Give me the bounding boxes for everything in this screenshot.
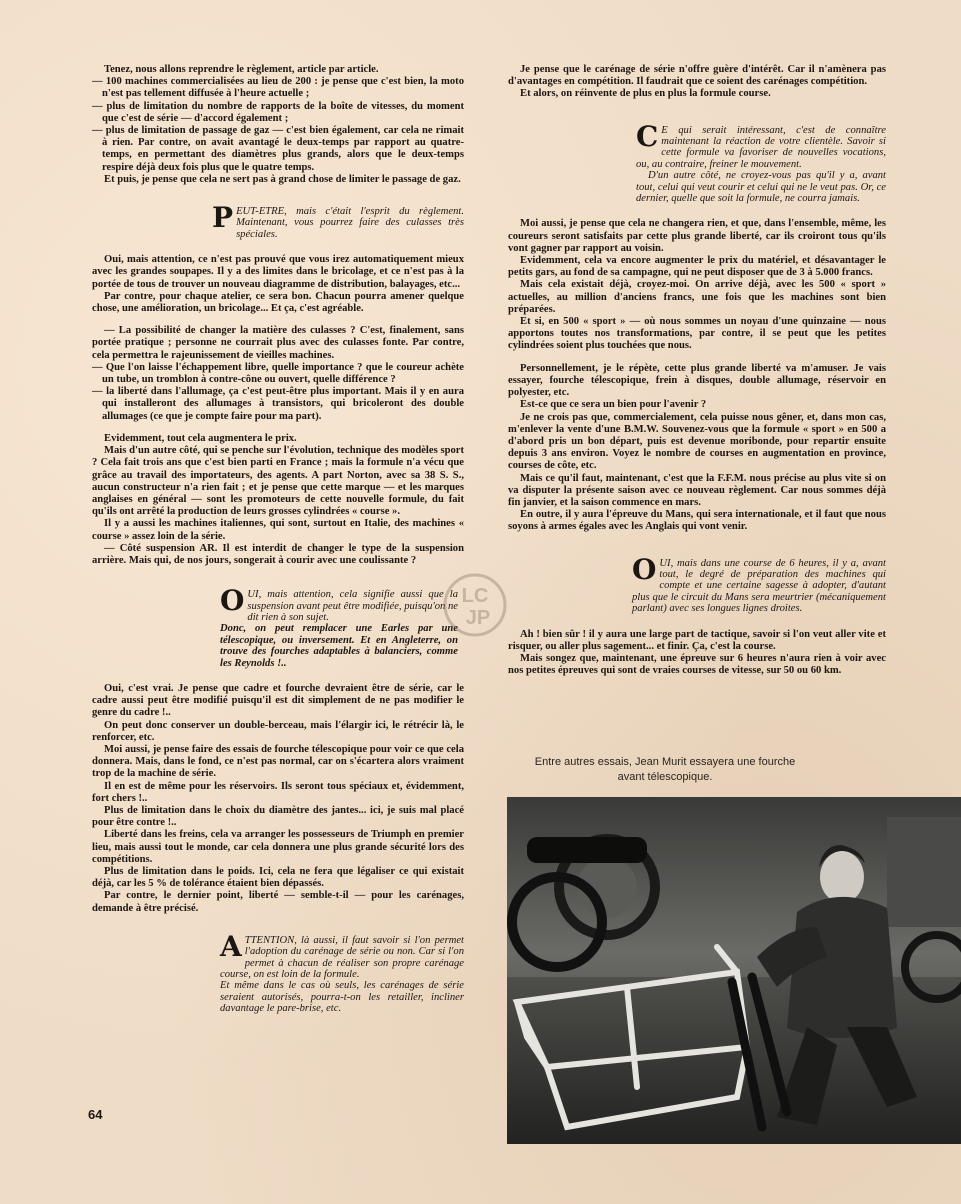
paragraph: Moi aussi, je pense que cela ne changera rien, et que, dans l'ensemble, même, les coureurs seront satisfaits par cette plus grande liberté, car ils croiront tous qu'ils vont gagner par rapport au voisin. (508, 218, 886, 254)
question-text: EUT-ETRE, mais c'était l'esprit du règlement. Maintenant, vous pourrez faire des culasses très spéciales. (236, 206, 464, 240)
right-column (508, 64, 886, 677)
paragraph: Evidemment, cela va encore augmenter le prix du matériel, et désavantager le petits gars, au fond de sa campagne, qui ne peut disposer que de 3 à 5.000 francs. (508, 255, 886, 279)
paragraph: Plus de limitation dans le choix du diamètre des jantes... ici, je suis mal placé pour être contre !.. (92, 805, 464, 829)
interview-question (220, 584, 458, 669)
page-number: 64 (88, 1107, 103, 1122)
paragraph: Ah ! bien sûr ! il y aura une large part de tactique, savoir si l'on veut aller vite et risquer, ou aller plus sagement... et finir. Ça, c'est la course. (508, 628, 886, 652)
question-text: Donc, on peut remplacer une Earles par une télescopique, ou inversement. Et en Angleterre, on trouve des fourches adaptables à balanciers, comme les Reynolds !.. (220, 623, 458, 669)
paragraph: Mais cela existait déjà, croyez-moi. On arrive déjà, avec les 500 « sport » actuelles, au million d'anciens francs, une fois que les machines sont bien préparées. (508, 279, 886, 315)
paragraph: Je pense que le carénage de série n'offre guère d'intérêt. Car il n'amènera pas d'avantages en compétition. Il faudrait que ce soient des carénages compétition. (508, 64, 886, 88)
svg-text:JP: JP (465, 607, 491, 629)
interview-question (212, 201, 464, 240)
paragraph: Evidemment, tout cela augmentera le prix. (104, 432, 297, 444)
paragraph: Moi aussi, je pense faire des essais de fourche télescopique pour voir ce que cela donnera. Mais, dans le fond, ce n'est pas normal, car on s'écartera alors vraiment trop de la machine de série. (92, 743, 464, 780)
drop-cap: P (212, 201, 234, 235)
interview-question (636, 119, 886, 205)
paragraph: Mais ce qu'il faut, maintenant, c'est que la F.F.M. nous précise au plus vite si on va disputer la présente saison avec ce nouveau règlement. Car nous sommes déjà fin janvier, et la saison commence en mars. (508, 472, 886, 508)
paragraph: Est-ce que ce sera un bien pour l'avenir ? (520, 399, 707, 411)
interview-question (632, 552, 886, 615)
paragraph: — La possibilité de changer la matière des culasses ? C'est, finalement, sans portée pratique ; personne ne courrait plus avec des culasses fonte. Par contre, cela permettra le rajeunissement de vieilles machines. (92, 325, 464, 361)
paragraph: — plus de limitation de passage de gaz — c'est bien également, car cela ne rimait à rien. Par contre, on avait avantagé le deux-temps par rapport au quatre-temps, en permettant des diamètres plus grands, alors que le deux-temps respire déjà deux fois plus que le quatre temps. (92, 125, 464, 173)
question-text: D'un autre côté, ne croyez-vous pas qu'il y a, avant tout, celui qui veut courir et celui qui ne le veut pas. Or, ce dernier, quelle que soit la formule, ne courra jamais. (636, 170, 886, 205)
paragraph: Par contre, le dernier point, liberté — semble-t-il — pour les carénages, demande à être précisé. (92, 890, 464, 914)
paragraph: Plus de limitation dans le poids. Ici, cela ne fera que légaliser ce qui existait déjà, car les 5 % de tolérance étaient bien dépassés. (92, 866, 464, 890)
paragraph: Mais songez que, maintenant, une épreuve sur 6 heures n'aura rien à voir avec nos petites épreuves qui sont de vraies courses de vitesse, sur 50 ou 60 km. (508, 652, 886, 677)
left-column (92, 64, 464, 1029)
drop-cap: O (220, 584, 245, 618)
rider-with-frame-photo (507, 797, 961, 1144)
paragraph: Et alors, on réinvente de plus en plus la formule course. (520, 88, 771, 100)
rider-jacket (787, 897, 897, 1038)
drop-cap: C (636, 119, 659, 153)
watermark-logo (430, 570, 520, 640)
paragraph: Mais d'un autre côté, qui se penche sur l'évolution, technique des modèles sport ? Cela fait trois ans que c'est bien parti en France ; mais la formule n'a vécu que grâce au travail des importateurs, des agents. A part Norton, avec sa 38 S. S., aucun constructeur n'a rien fait ; et je pense que cette marque — et les marques anglaises en général — sont les promoteurs de cette nouvelle formule, du fait qu'ils ont arrêté la production de leurs grosses cylindrées « course ». (92, 445, 464, 518)
paragraph: Oui, c'est vrai. Je pense que cadre et fourche devraient être de série, car le cadre aussi peut être modifié puisqu'il est dit simplement de ne pas modifier le genre du cadre !.. (92, 682, 464, 719)
paragraph: Tenez, nous allons reprendre le règlement, article par article. (104, 64, 379, 75)
rider-head (820, 851, 864, 903)
paragraph: — Côté suspension AR. Il est interdit de changer le type de la suspension arrière. Mais qui, de nos jours, songerait à courir avec une coulissante ? (92, 542, 464, 566)
interview-question (220, 929, 464, 1015)
paragraph: Il y a aussi les machines italiennes, qui sont, surtout en Italie, des machines « course » assez loin de la série. (92, 518, 464, 542)
paragraph: — 100 machines commercialisées au lieu de 200 : je pense que c'est bien, la moto n'est pas tellement diffusée à l'heure actuelle ; (92, 76, 464, 100)
paragraph: — Que l'on laisse l'échappement libre, quelle importance ? que le coureur achète un tube, un tromblon à contre-cône ou ouvert, quelle différence ? (92, 361, 464, 386)
paragraph: Il en est de même pour les réservoirs. Ils seront tous spéciaux et, évidemment, fort chers !.. (92, 780, 464, 804)
paragraph: Par contre, pour chaque atelier, ce sera bon. Chacun pourra amener quelque chose, une amélioration, un bricolage... Et ça, c'est agréable. (92, 290, 464, 315)
question-text: E qui serait intéressant, c'est de connaître maintenant la réaction de votre clientèle. Savoir si cette formule va favoriser de nouvelles vocations, ou, au contraire, freiner le mouvement. (636, 124, 886, 170)
paragraph: — la liberté dans l'allumage, ça c'est peut-être plus important. Mais il y en aura qui installeront des allumages à transistors, qui bricoleront des double allumages (ce que je compte faire pour ma part). (92, 386, 464, 422)
paragraph: Oui, mais attention, ce n'est pas prouvé que vous irez automatiquement mieux avec les grandes soupapes. Il y a des limites dans le bricolage, et ce n'est pas à la portée de tous de trouver un nouveau diagramme de distribution, balayages, etc... (92, 254, 464, 290)
question-text: TTENTION, là aussi, il faut savoir si l'on permet l'adoption du carénage de série ou non. Car si l'on permet à chacun de réaliser son propre carénage course, on est loin de la formule. (220, 934, 464, 981)
paragraph: Liberté dans les freins, cela va arranger les possesseurs de Triumph en premier lieu, mais aussi tout le monde, car cela donnera une plus grande sécurité lors des compétitions. (92, 829, 464, 865)
paragraph: — plus de limitation du nombre de rapports de la boîte de vitesses, du moment que c'est de série — d'accord également ; (92, 100, 464, 124)
paragraph: Et si, en 500 « sport » — où nous sommes un noyau d'une quinzaine — nous apportons toutes nos transformations, par contre, il se peut que les petites cylindrées soient plus touchées que nous. (508, 316, 886, 352)
question-text: UI, mais attention, cela signifie aussi que la suspension avant peut être modifiée, puisqu'on ne dit rien à son sujet. (247, 589, 458, 623)
paragraph: Je ne crois pas que, commercialement, cela puisse nous gêner, et, dans mon cas, m'enlever la vente d'une B.M.W. Souvenez-vous que la formule « sport » en 500 a d'abord pris un bon départ, puis est devenue moribonde, pour repartir ensuite depuis 3 ans environ. Voyez le nombre de courses en augmentation en province, courses de côte, etc. (508, 411, 886, 472)
paragraph: Personnellement, je le répète, cette plus grande liberté va m'amuser. Je vais essayer, fourche télescopique, frein à disques, double allumage, réservoir en polyester, etc. (508, 362, 886, 399)
paragraph: On peut donc conserver un double-berceau, mais l'élargir ici, le rétrécir là, le renforcer, etc. (92, 719, 464, 743)
svg-text:LC: LC (461, 585, 489, 607)
question-text: Et même dans le cas où seuls, les carénages de série seraient autorisés, pourra-t-on les retailler, incliner davantage le pare-brise, etc. (220, 980, 464, 1015)
paragraph: Et puis, je pense que cela ne sert pas à grand chose de limiter le passage de gaz. (104, 173, 461, 185)
drop-cap: O (632, 552, 657, 586)
drop-cap: A (220, 929, 242, 963)
photo-caption: Entre autres essais, Jean Murit essayera une fourche avant télescopique. (534, 756, 796, 783)
paragraph: En outre, il y aura l'épreuve du Mans, qui sera internationale, et il faut que nous soyons à armes égales avec les Anglais qui vont venir. (508, 509, 886, 533)
question-text: UI, mais dans une course de 6 heures, il y a, avant tout, le degré de préparation des machines qui compte et une certaine sagesse à adopter, d'autant plus que le circuit du Mans sera meurtrier (mécaniquement parlant) avec ses longues lignes droites. (632, 557, 886, 615)
